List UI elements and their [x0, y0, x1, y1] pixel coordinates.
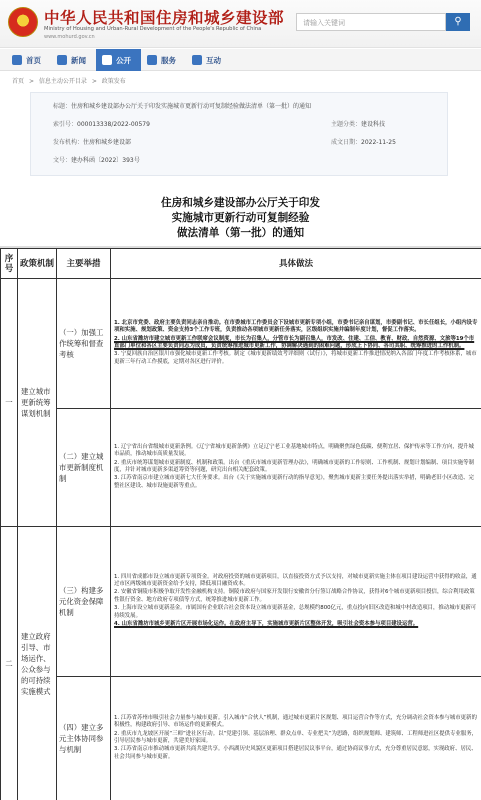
info-value: 建办科函〔2022〕393号 [71, 157, 140, 164]
home-icon [12, 55, 22, 65]
info-docno [53, 155, 140, 164]
measure-label: （二）建立城市更新制度机制 [57, 409, 111, 527]
detail-item: 3. 上海市设立城市更新基金。市属国有企业联合社会资本设立城市更新基金，总规模约800亿元，重点投向旧区改造和城中村改造项目，推动城市更新可持续发展。 [114, 605, 477, 619]
info-issuer [53, 137, 131, 146]
document-icon [102, 55, 112, 65]
search-button[interactable] [446, 13, 470, 31]
breadcrumb [12, 76, 129, 85]
service-icon [147, 55, 157, 65]
nav-item-service[interactable] [141, 49, 186, 71]
info-value: 住房和城乡建设部 [83, 139, 132, 146]
site-subtitle: Ministry of Housing and Urban-Rural Development of the People's Republic of China [44, 26, 262, 32]
breadcrumb-catalog[interactable]: 信息主动公开目录 [38, 78, 87, 85]
detail-item: 2. 山东省潍坊市建立城市更新工作联席会议制度，市长为召集人，分管市长为副召集人，市发改、住建、工信、教育、财政、自然资源、文旅等19个市直部门单位和各区主要负责同志为成员，负责统筹推进城市更新工作，协调解决遇到的困难问题，形成上下协同、各司其职、统筹推进的工作机制。 [114, 335, 475, 349]
breadcrumb-sep: > [28, 78, 34, 85]
info-label: 文号： [53, 157, 72, 164]
info-label: 索引号： [53, 121, 78, 128]
info-label: 主题分类： [331, 121, 362, 128]
nav-item-home[interactable] [6, 49, 51, 71]
detail-cell [111, 279, 481, 409]
title-line: 做法清单（第一批）的通知 [176, 227, 305, 239]
national-emblem-icon [8, 7, 38, 37]
measure-label: （四）建立多元主体协同参与机制 [57, 677, 111, 800]
info-value: 建设科技 [361, 121, 386, 128]
nav-label: 公开 [116, 55, 131, 65]
table-row [1, 279, 481, 409]
document-info-box [30, 92, 448, 176]
info-date [331, 137, 396, 146]
table-row [1, 677, 481, 800]
row-category: 建立政府引导、市场运作、公众参与的可持续实施模式 [18, 527, 57, 800]
main-nav [0, 49, 481, 71]
search-icon: ⚲ [454, 16, 462, 27]
detail-item: 3. 江苏省南京市建立城市更新七大任务要求。出台《关于实施城市更新行动的指导意见》，聚焦城市更新主要任务提出落实举措，明确老旧小区改造、完整社区建设、城市设施更新等重点。 [114, 475, 474, 489]
document-title [0, 196, 481, 241]
detail-item: 4. 山东省潍坊市城乡更新片区开展市场化运作。在政府主导下，实施城市更新片区整体开发，吸引社会资本参与项目建设运营。 [114, 621, 419, 628]
search-input[interactable]: 请输入关键词 [296, 13, 446, 31]
chat-icon [192, 55, 202, 65]
detail-cell [111, 677, 481, 800]
header-detail: 具体做法 [111, 249, 481, 279]
detail-item: 1. 四川省成都市设立城市更新专项资金。对政府投资的城市更新项目，以直接投资方式予以支持，对城市更新实施主体在项目建设运营中获得的收益，通过市区两级城市更新资金给予支持，降低项目融资成本。 [114, 573, 477, 587]
table-row [1, 527, 481, 677]
table-header-row [1, 249, 481, 279]
breadcrumb-home[interactable]: 首页 [12, 78, 25, 85]
detail-item: 3. 江苏省南京市推动城市更新共商共建共享。小西湖历史风貌区更新项目搭建居民议事平台，通过协商议事方式，充分尊重居民意愿，实现政府、居民、社会共同参与城市更新。 [114, 746, 477, 760]
site-url: www.mohurd.gov.cn [44, 34, 95, 40]
measure-label: （一）加强工作统筹和督查考核 [57, 279, 111, 409]
detail-item: 1. 辽宁省出台省级城市更新条例。《辽宁省城市更新条例》立足辽宁老工业基地城市特点，明确聚焦绿色低碳、便利宜居、保护传承等工作方向，提升城市品质，推动城市高质量发展。 [114, 443, 474, 458]
detail-item: 1. 江苏省苏州市吸引社会力量参与城市更新。引入城市“合伙人”机制，通过城市更新片区规划、项目运营合作等方式，充分调动社会资本参与城市更新的积极性，构建政府引导、市场运作的更新模式。 [114, 714, 477, 729]
table-row [1, 409, 481, 527]
site-title[interactable]: 中华人民共和国住房和城乡建设部 [44, 8, 285, 27]
measure-label: （三）构建多元化资金保障机制 [57, 527, 111, 677]
nav-label: 服务 [161, 55, 176, 65]
nav-label: 新闻 [71, 55, 86, 65]
info-label: 成文日期： [331, 139, 362, 146]
detail-item: 3. 宁夏回族自治区银川市强化城市更新工作考核。制定《城市更新绩效考评细则（试行）》，将城市更新工作推进情况纳入各部门年度工作考核体系，城市更新三年行动工作摸底，定期对各区进行评价。 [114, 351, 477, 365]
header-policy: 政策机制 [18, 249, 57, 279]
info-value: 2022-11-25 [361, 139, 396, 146]
nav-label: 互动 [206, 55, 221, 65]
nav-item-news[interactable] [51, 49, 96, 71]
news-icon [57, 55, 67, 65]
detail-item: 2. 重庆市九龙坡区开展“三师”进社区行动。以“党建引领、基层治理、群众点单、专业把关”为思路，组织规划师、建筑师、工程师进社区提供专业服务，引导居民参与城市更新，共建美好家园。 [114, 730, 478, 744]
title-line: 实施城市更新行动可复制经验 [171, 212, 310, 224]
info-index [53, 119, 150, 128]
breadcrumb-policy[interactable]: 政策发布 [101, 78, 126, 85]
info-topic [331, 119, 385, 128]
nav-label: 首页 [26, 55, 41, 65]
detail-cell [111, 527, 481, 677]
header-index: 序号 [1, 249, 18, 279]
site-header [0, 0, 481, 48]
row-index: 二 [1, 527, 18, 800]
detail-item: 1. 北京市党委、政府主要负责同志亲自推动。在市委城市工作委员会下设城市更新专项小组，市委书记亲自谋划，市委副书记、市长任组长，小组内设专项和实施、规划政策、资金支持3个工作专班，负责推动各项城市更新任务落实，区级组织实施并编制年度计划，督促工作落实。 [114, 319, 478, 334]
nav-item-interact[interactable] [186, 49, 231, 71]
detail-cell [111, 409, 481, 527]
title-line: 住房和城乡建设部办公厅关于印发 [161, 197, 320, 209]
detail-item: 2. 重庆市统筹谋划城市更新制度、机制和政策。出台《重庆市城市更新管理办法》，明确城市更新的工作原则、工作机制、规划计划编制、项目实施等制度，并针对城市更新多渠道筹资等问题，研究出台相关配套政策。 [114, 459, 474, 473]
header-measure: 主要举措 [57, 249, 111, 279]
practices-table [0, 248, 481, 800]
info-value: 住房和城乡建设部办公厅关于印发实施城市更新行动可复制经验做法清单（第一批）的通知 [71, 103, 312, 110]
info-label: 标题： [53, 103, 72, 110]
row-index: 一 [1, 279, 18, 527]
detail-item: 2. 安徽省铜陵市积极争取开发性金融机构支持。铜陵市政府与国家开发银行安徽省分行签订战略合作协议，获得对6个城市更新项目授信，综合利用政策性银行资金、地方政府专项债等方式，统筹推进城市更新工作。 [114, 589, 475, 603]
breadcrumb-sep: > [91, 78, 97, 85]
info-label: 发布机构： [53, 139, 84, 146]
row-category: 建立城市更新统筹谋划机制 [18, 279, 57, 527]
info-title [53, 101, 433, 110]
info-value: 000013338/2022-00579 [77, 121, 150, 128]
nav-item-public[interactable] [96, 49, 141, 71]
